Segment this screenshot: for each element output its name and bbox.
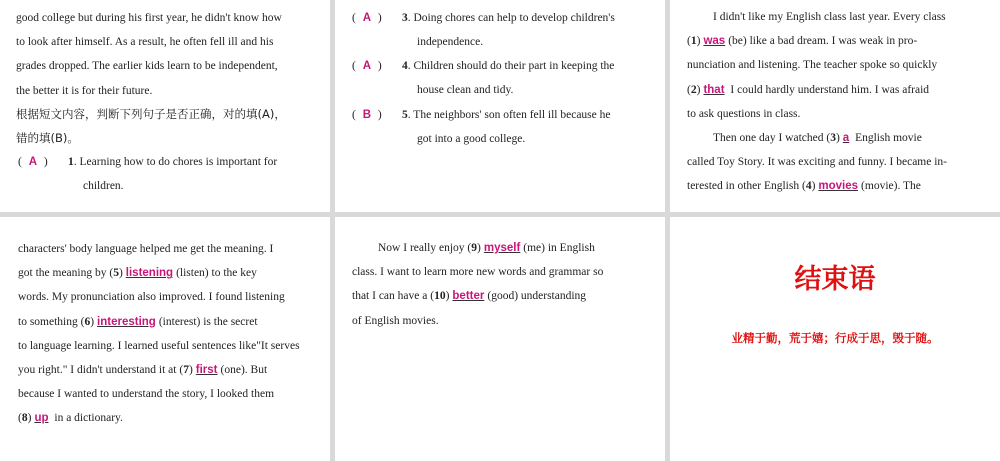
question-text: . The neighbors' son often fell ill because he [407, 109, 611, 121]
blank-hint: (listen) to the key [176, 267, 257, 280]
instruction-line-2: 错的填(B)。 [16, 131, 79, 146]
blank-hint: (be) like a bad dream. I was weak in pro- [728, 35, 918, 48]
answer-text: A [362, 60, 371, 72]
blank-number: 2 [690, 83, 697, 96]
question-text: . Children should do their part in keeping the [407, 60, 615, 72]
slide-panel-2 [335, 0, 665, 212]
blank-prefix: Then one day I watched ( [713, 132, 831, 145]
question-4: ( A ) 4. Children should do their part in keeping the house clean and tidy. [352, 54, 652, 102]
instruction-line-1: 根据短文内容，判断下列句子是否正确，对的填(A)， [16, 107, 286, 121]
blank-prefix: got the meaning by ( [18, 267, 114, 280]
blank-number: 8 [21, 412, 28, 425]
blank-prefix: that I can have a ( [352, 290, 435, 303]
question-1 [18, 150, 318, 198]
blank-hint: in a dictionary. [54, 412, 123, 425]
blank-answer: listening [125, 267, 174, 280]
passage-line: of English movies. [352, 314, 439, 327]
blank-prefix: Now I really enjoy ( [378, 242, 472, 254]
question-number: 4 [402, 60, 408, 72]
blank-answer: was [703, 35, 726, 48]
question-text-cont: independence. [417, 36, 484, 48]
passage-line: Then one day I watched (3) a English movie [713, 132, 922, 145]
passage-line: characters' body language helped me get the meaning. I [18, 243, 274, 255]
passage-line: nunciation and listening. The teacher spoke so quickly [687, 59, 938, 72]
passage-line: (1) was (be) like a bad dream. I was weak in pro- [687, 35, 918, 48]
blank-answer: that [703, 83, 725, 96]
question-text: . Doing chores can help to develop children's [407, 12, 615, 24]
passage-line: grades dropped. The earlier kids learn to be independent, [16, 60, 278, 73]
passage-line: because I wanted to understand the story, I looked them [18, 388, 275, 401]
question-3: ( A ) 3. Doing chores can help to develop children's independence. [352, 6, 652, 54]
blank-hint: (movie). The [861, 180, 921, 193]
passage-line: terested in other English (4) movies (movie). The [687, 180, 921, 193]
passage-line: (8) up in a dictionary. [18, 412, 123, 425]
blank-number: 4 [805, 180, 812, 193]
passage-line: I didn't like my English class last year. Every class [713, 11, 946, 23]
slide-panel-5 [335, 217, 665, 461]
passage-text [16, 6, 314, 103]
blank-number: 5 [113, 267, 119, 280]
passage-line: to language learning. I learned useful sentences like"It serves [18, 339, 300, 352]
blank-prefix: to something ( [18, 315, 85, 328]
passage-line: to something (6) interesting (interest) is the secret [18, 315, 258, 328]
blank-number: 7 [183, 364, 189, 377]
blank-hint: (interest) is the secret [158, 315, 258, 328]
answer-text: B [362, 109, 371, 121]
slide-panel-1 [0, 0, 330, 212]
blank-answer: myself [483, 242, 521, 254]
blank-prefix: terested in other English ( [687, 180, 806, 193]
blank-answer: movies [818, 180, 859, 193]
passage-line: you right." I didn't understand it at (7) first (one). But [18, 364, 268, 377]
passage-line: to look after himself. As a result, he often fell ill and his [16, 36, 274, 49]
blank-answer: first [195, 364, 218, 377]
answer-text: A [28, 156, 37, 168]
passage-line: the better it is for their future. [16, 84, 153, 97]
blank-hint: (me) in English [523, 242, 595, 254]
blank-answer: interesting [97, 315, 156, 328]
ending-motto: 业精于勤，荒于嬉；行成于思，毁于随。 [731, 331, 939, 345]
blank-answer: a [842, 132, 850, 145]
blank-number: 3 [830, 132, 836, 145]
slide-panel-4 [0, 217, 330, 461]
question-text: . Learning how to do chores is important for [73, 156, 278, 168]
blank-hint: (one). But [220, 364, 268, 377]
cloze-passage-2 [18, 237, 315, 431]
blank-number: 6 [84, 315, 91, 328]
blank-hint: I could hardly understand him. I was afraid [730, 83, 930, 96]
question-text-cont: got into a good college. [417, 133, 526, 145]
cloze-passage-3 [352, 236, 649, 333]
passage-line: class. I want to learn more new words and grammar so [352, 266, 604, 279]
blank-number: 9 [471, 242, 477, 254]
blank-hint: (good) understanding [487, 290, 587, 303]
passage-line: called Toy Story. It was exciting and funny. I became in- [687, 156, 947, 169]
passage-line: (2) that I could hardly understand him. I was afraid [687, 83, 930, 96]
ending-title: 结束语 [794, 264, 876, 295]
question-number: 3 [402, 12, 408, 24]
question-5: ( B ) 5. The neighbors' son often fell ill because he got into a good college. [352, 103, 652, 151]
cloze-passage-1 [687, 5, 985, 199]
blank-prefix: ( [18, 412, 22, 425]
blank-hint: English movie [855, 132, 922, 145]
instruction [16, 102, 316, 150]
blank-answer: better [452, 290, 485, 303]
slide-panel-6 [670, 217, 1000, 461]
question-text-cont: children. [83, 180, 124, 192]
passage-line: Now I really enjoy (9) myself (me) in English [378, 242, 595, 254]
passage-line: that I can have a (10) better (good) understanding [352, 290, 587, 303]
answer-text: A [362, 12, 371, 24]
question-text-cont: house clean and tidy. [417, 84, 514, 96]
passage-line: good college but during his first year, he didn't know how [16, 12, 282, 24]
passage-line: words. My pronunciation also improved. I found listening [18, 291, 285, 304]
blank-number: 10 [434, 290, 446, 303]
blank-answer: up [34, 412, 49, 425]
blank-number: 1 [690, 35, 697, 48]
slide-panel-3 [670, 0, 1000, 212]
question-number: 5 [402, 109, 408, 121]
passage-line: got the meaning by (5) listening (listen) to the key [18, 267, 257, 280]
question-number: 1 [68, 156, 74, 168]
blank-prefix: you right." I didn't understand it at ( [18, 364, 184, 377]
answer-bracket: ( A ) [18, 150, 68, 174]
passage-line: to ask questions in class. [687, 107, 801, 120]
